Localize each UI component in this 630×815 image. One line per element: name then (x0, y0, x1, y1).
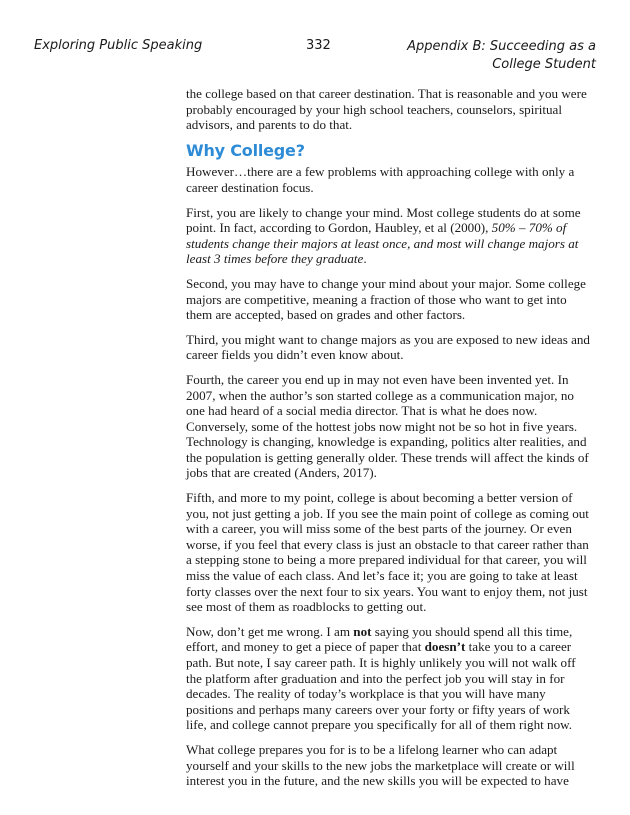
paragraph-7-text-a: Now, don’t get me wrong. I am (186, 623, 354, 639)
page-number: 332 (306, 38, 331, 53)
paragraph-8: What college prepares you for is to be a lifelong learner who can adapt yourself and your skills to the new jobs the marketplace will create or will interest you in the future, and the new skills you will be expected to have (186, 741, 575, 789)
paragraph-2-end: . (363, 251, 367, 267)
paragraph-7-text-b: saying you should spend all this time, effort, and money to get a piece of paper that (186, 623, 573, 655)
paragraph-2-emphasis: 50% – 70% of students change their majors at least once, and most will change majors at least 3 times before they graduate (186, 220, 579, 267)
paragraph-7-text-c: take you to a career path. But note, I say career path. It is highly unlikely you will not walk off the platform after graduation and into the perfect job you will stay in for decades. The reality of today’s workplace is that you will have many positions and perhaps many careers over your forty or fifty years of work life, and college cannot prepare you specifically for all of them right now. (186, 639, 576, 733)
paragraph-intro: the college based on that career destination. That is reasonable and you were probably encouraged by your high school teachers, counselors, spiritual advisors, and parents to do that. (186, 86, 587, 133)
running-header (34, 38, 596, 72)
paragraph-5: Fourth, the career you end up in may not even have been invented yet. In 2007, when the author’s son started college as a communication major, no one had heard of a social media director. That is what he does now. Conversely, some of the hottest jobs now might not be so hot in five years. Technology is changing, knowledge is expanding, politics alter realities, and the population is getting generally older. These trends will affect the kinds of jobs that are created (Anders, 2017). (186, 371, 589, 481)
paragraph-7 (186, 624, 593, 733)
paragraph-2 (186, 205, 593, 267)
chapter-title-line2: College Student (492, 57, 596, 72)
paragraph-1: However…there are a few problems with approaching college with only a career destination focus. (186, 164, 575, 195)
chapter-title-line1: Appendix B: Succeeding as a (407, 39, 596, 54)
paragraph-7-bold-not: not (353, 623, 372, 639)
paragraph-4: Third, you might want to change majors as you are exposed to new ideas and career fields you didn’t even know about. (186, 331, 590, 363)
paragraph-3: Second, you may have to change your mind about your major. Some college majors are competitive, meaning a fraction of those who want to get into them are accepted, based on grades and other factors. (186, 275, 586, 323)
body-text (186, 86, 593, 798)
paragraph-6: Fifth, and more to my point, college is about becoming a better version of you, not just getting a job. If you see the main point of college as coming out with a career, you will miss some of the best parts of the journey. Or even worse, if you feel that every class is just an obstacle to that career rather than a stepping stone to being a more prepared individual for that career, you will miss the value of each class. And let’s face it; you are going to take at least forty classes over the next four to six years. You want to enjoy them, not just see most of them as roadblocks to getting out. (186, 490, 589, 615)
section-heading: Why College? (186, 140, 305, 160)
paragraph-2-text: First, you are likely to change your mind. Most college students do at some point. In fact, according to Gordon, Haubley, et al (2000), (186, 204, 581, 236)
paragraph-7-bold-doesnt: doesn’t (424, 639, 466, 655)
book-title: Exploring Public Speaking (34, 38, 203, 53)
chapter-title (407, 38, 596, 74)
